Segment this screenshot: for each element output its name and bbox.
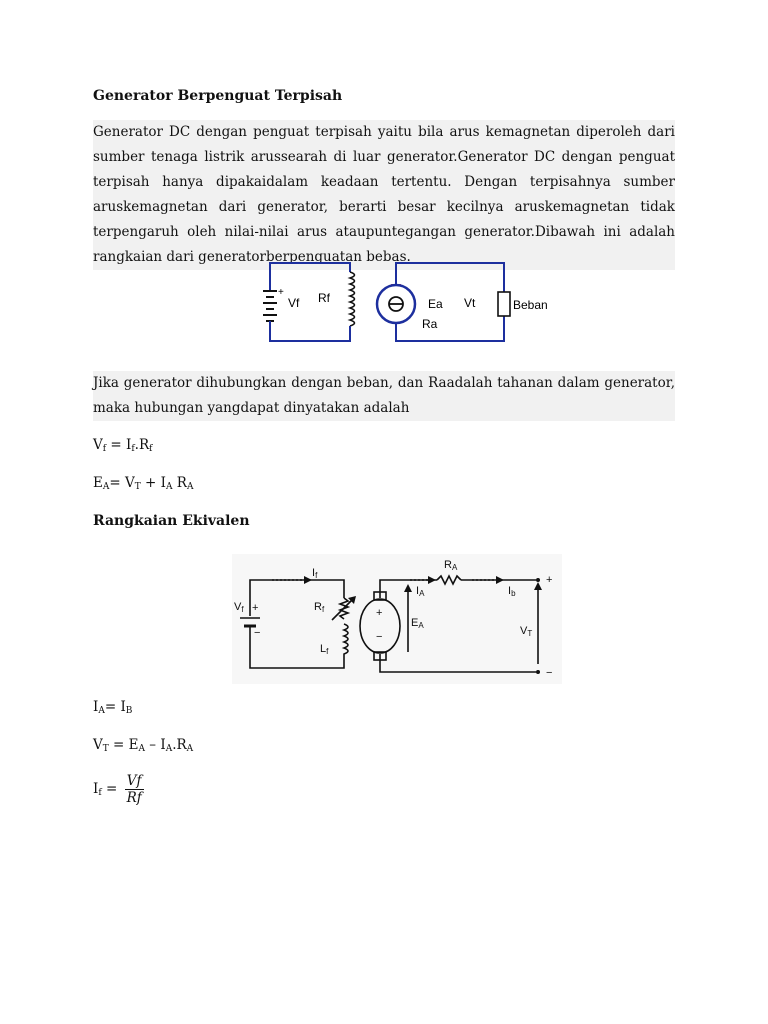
fig2-rf-sub: f — [321, 605, 325, 614]
fraction-numerator: Vf — [125, 773, 144, 790]
eq-ea-sub-b: T — [134, 482, 141, 492]
fig1-label-ra: Ra — [422, 317, 438, 331]
fig2-if-sub: f — [315, 571, 318, 580]
eq-ia-sub-a: A — [98, 706, 105, 716]
fig1-label-beban: Beban — [513, 298, 548, 312]
eq-ia-part-b: = I — [104, 699, 126, 715]
eq-ea-part-b: = V — [109, 475, 135, 491]
fig1-label-vf: Vf — [288, 296, 300, 310]
fig2-vf-sub: f — [241, 605, 244, 614]
paragraph-relation: Jika generator dihubungkan dengan beban, dan Raadalah tahanan dalam generator, maka hubungan yangdapat dinyatakan adalah — [93, 371, 675, 421]
equation-vt — [93, 737, 193, 754]
paragraph-intro: Generator DC dengan penguat terpisah yaitu bila arus kemagnetan diperoleh dari sumber tenaga listrik arussearah di luar generator.Generator DC dengan penguat terpisah hanya dipakaidalam keadaan tertentu. Dengan terpisahnya sumber aruskemagnetan dari generator, berarti besar kecilnya aruskemagnetan tidak terpengaruh oleh nilai-nilai arus ataupuntegangan generator.Dibawah ini adalah rangkaian dari generatorberpenguatan bebas. — [93, 120, 675, 270]
fig2-rf-text: R — [314, 601, 322, 613]
eq-vt-sub-d: A — [186, 744, 194, 754]
terminal-bottom — [536, 670, 540, 674]
fig2-vt-text: V — [520, 625, 528, 637]
eq-vf-part-b: = I — [106, 437, 132, 453]
eq-vf-sub-c: f — [149, 444, 153, 454]
eq-vt-part-d: .R — [172, 737, 187, 753]
eq-ia-sub-b: B — [125, 706, 133, 716]
fig2-ra-sub: A — [451, 563, 458, 572]
terminal-top — [536, 578, 540, 582]
fraction-vf-rf — [125, 773, 144, 806]
fig2-ib-sub: b — [511, 589, 516, 598]
eq-ea-sub-d: A — [186, 482, 194, 492]
fig2-lf-sub: f — [326, 647, 329, 656]
fig2-label-term-plus: + — [546, 574, 553, 586]
eq-vt-part-a: V — [93, 737, 103, 753]
eq-vt-part-b: = E — [108, 737, 139, 753]
fig2-ra-text: R — [444, 559, 452, 571]
eq-vt-part-c: – I — [145, 737, 166, 753]
fig1-label-ea: Ea — [428, 297, 443, 311]
fig2-lf-text: L — [320, 643, 327, 655]
eq-vf-part-a: V — [93, 437, 103, 453]
fig2-ib-text: I — [508, 585, 512, 597]
figure-equivalent-circuit — [232, 554, 562, 684]
fig2-label-gen-plus: + — [376, 607, 383, 619]
fig2-label-plus: + — [252, 602, 259, 614]
load-resistor-symbol — [498, 292, 510, 316]
eq-ea-part-a: E — [93, 475, 103, 491]
eq-if-sub-a: f — [98, 788, 102, 798]
eq-ea-sub-a: A — [102, 482, 110, 492]
eq-if-part-a: I — [93, 781, 99, 797]
fig2-ia-sub: A — [419, 589, 425, 598]
fig2-ea-sub: A — [418, 621, 424, 630]
eq-ea-part-c: + I — [140, 475, 166, 491]
section-title-equivalent-circuit: Rangkaian Ekivalen — [93, 513, 250, 529]
fig1-label-rf: Rf — [318, 291, 330, 305]
eq-ia-part-a: I — [93, 699, 99, 715]
generator-symbol — [377, 285, 415, 323]
eq-vf-sub-b: f — [131, 444, 135, 454]
fig2-ia-text: I — [416, 585, 420, 597]
fig1-label-vt: Vt — [464, 296, 476, 310]
fig2-vt-sub: T — [527, 629, 533, 638]
eq-ea-sub-c: A — [165, 482, 173, 492]
fig2-vf-text: V — [234, 601, 242, 613]
equation-ea — [93, 475, 193, 492]
eq-if-part-b: = — [101, 781, 122, 797]
eq-vf-part-c: .R — [134, 437, 150, 453]
equation-if — [93, 773, 144, 806]
section-title-generator: Generator Berpenguat Terpisah — [93, 88, 343, 104]
fig2-label-minus: − — [254, 627, 261, 639]
eq-ea-part-d: R — [172, 475, 187, 491]
eq-vt-sub-a: T — [102, 744, 109, 754]
fig2-ea-text: E — [411, 617, 419, 629]
fraction-denominator: Rf — [126, 790, 142, 806]
fig1-label-plus: + — [278, 287, 284, 298]
equation-vf — [93, 437, 152, 454]
eq-vf-sub-a: f — [102, 444, 107, 454]
equation-ia — [93, 699, 132, 716]
fig2-label-gen-minus: − — [376, 631, 383, 643]
fig2-if-text: I — [312, 567, 316, 579]
eq-vt-sub-c: A — [165, 744, 173, 754]
figure-separately-excited-generator — [258, 258, 570, 348]
eq-vt-sub-b: A — [138, 744, 146, 754]
fig2-label-term-minus: − — [546, 667, 553, 679]
